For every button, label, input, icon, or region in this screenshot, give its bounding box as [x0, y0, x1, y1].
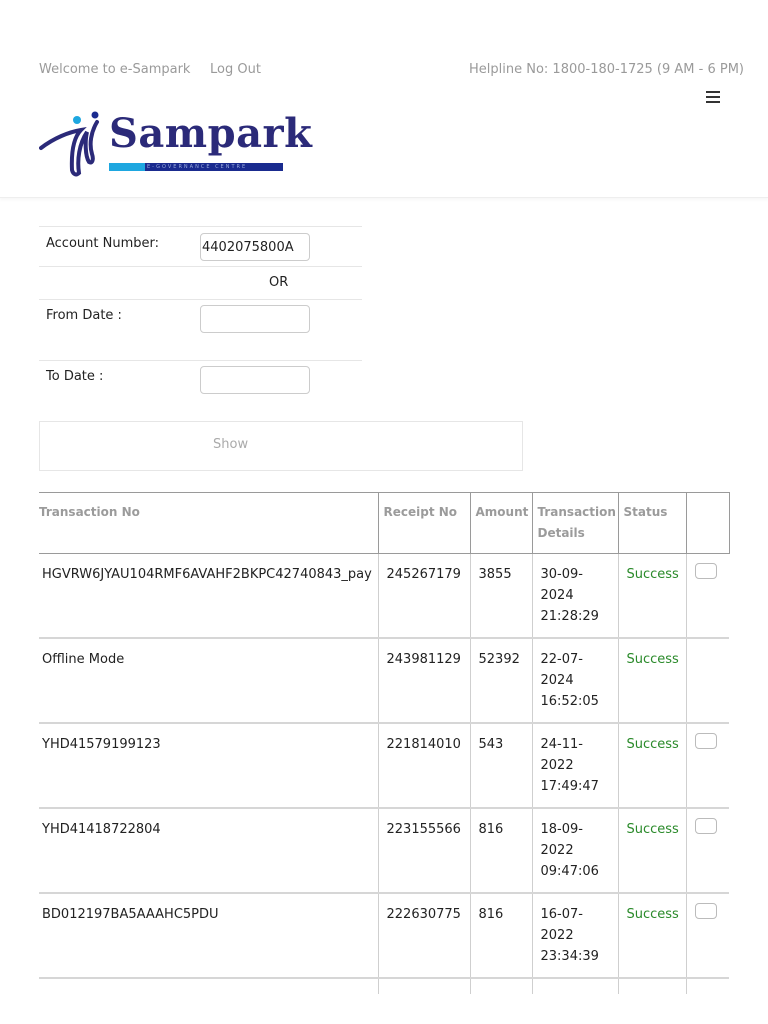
- header-select: [686, 493, 729, 554]
- cell-select: [686, 723, 729, 808]
- logout-link[interactable]: Log Out: [210, 62, 261, 77]
- cell-receipt-no: 222630775: [378, 893, 470, 978]
- cell-status: Success: [618, 554, 686, 639]
- cell-transaction-details: 16-07-2022 23:34:39: [532, 893, 618, 978]
- row-checkbox[interactable]: [695, 563, 717, 579]
- cell-amount: 816: [470, 893, 532, 978]
- cell-amount: 543: [470, 723, 532, 808]
- cell-select: [686, 554, 729, 639]
- row-checkbox[interactable]: [695, 903, 717, 919]
- header-receipt-no: Receipt No: [378, 493, 470, 554]
- welcome-text: Welcome to e-Sampark: [39, 62, 191, 77]
- account-number-input[interactable]: [200, 233, 310, 261]
- site-header: [0, 0, 768, 198]
- cell-receipt-no: 223155566: [378, 808, 470, 893]
- or-label: OR: [269, 275, 289, 290]
- header-status: Status: [618, 493, 686, 554]
- table-row: [39, 808, 729, 893]
- cell-amount: 52392: [470, 638, 532, 723]
- transactions-table: [39, 492, 730, 994]
- cell-receipt-no: 245267179: [378, 554, 470, 639]
- cell-status: Success: [618, 638, 686, 723]
- row-checkbox[interactable]: [695, 733, 717, 749]
- account-row: [39, 226, 362, 267]
- logo-tagline-bar: [109, 163, 283, 171]
- cell-select: [686, 893, 729, 978]
- cell-amount: 816: [470, 808, 532, 893]
- cell-receipt-no: 221814010: [378, 723, 470, 808]
- cell-transaction-no: YHD41418722804: [39, 808, 378, 893]
- cell-transaction-details: 18-09-2022 09:47:06: [532, 808, 618, 893]
- logo-word: Sampark: [109, 110, 313, 157]
- header-transaction-details: Transaction Details: [532, 493, 618, 554]
- from-date-label: From Date :: [46, 308, 122, 323]
- show-button-label: Show: [213, 437, 249, 452]
- sampark-figures-logo-icon: [39, 110, 109, 180]
- cell-transaction-no: HGVRW6JYAU104RMF6AVAHF2BKPC42740843_pay: [39, 554, 378, 639]
- cell-status: Success: [618, 893, 686, 978]
- table-header-row: [39, 493, 729, 554]
- table-row: [39, 893, 729, 978]
- cell-amount: 3855: [470, 554, 532, 639]
- row-checkbox[interactable]: [695, 818, 717, 834]
- cell-status: Success: [618, 808, 686, 893]
- cell-transaction-no: Offline Mode: [39, 638, 378, 723]
- cell-transaction-details: 22-07-2024 16:52:05: [532, 638, 618, 723]
- cell-select: [686, 638, 729, 723]
- table-row: [39, 554, 729, 639]
- hamburger-menu-icon[interactable]: [706, 91, 720, 103]
- to-date-input[interactable]: [200, 366, 310, 394]
- table-row: [39, 723, 729, 808]
- cell-transaction-details: 30-09-2024 21:28:29: [532, 554, 618, 639]
- from-date-row: [39, 300, 362, 361]
- show-button[interactable]: [39, 421, 523, 471]
- to-date-row: [39, 361, 362, 421]
- cell-receipt-no: 243981129: [378, 638, 470, 723]
- cell-transaction-no: YHD41579199123: [39, 723, 378, 808]
- table-row-partial: [39, 978, 729, 994]
- cell-status: Success: [618, 723, 686, 808]
- logo-tagline: E-GOVERNANCE CENTRE: [147, 164, 248, 170]
- sampark-logo: [39, 110, 313, 180]
- to-date-label: To Date :: [46, 369, 104, 384]
- account-number-label: Account Number:: [46, 236, 159, 251]
- helpline-text: Helpline No: 1800-180-1725 (9 AM - 6 PM): [469, 62, 744, 77]
- from-date-input[interactable]: [200, 305, 310, 333]
- cell-transaction-details: 24-11-2022 17:49:47: [532, 723, 618, 808]
- cell-transaction-no: BD012197BA5AAAHC5PDU: [39, 893, 378, 978]
- header-transaction-no: Transaction No: [39, 493, 378, 554]
- cell-select: [686, 808, 729, 893]
- header-amount: Amount: [470, 493, 532, 554]
- table-row: [39, 638, 729, 723]
- or-row: [39, 267, 362, 300]
